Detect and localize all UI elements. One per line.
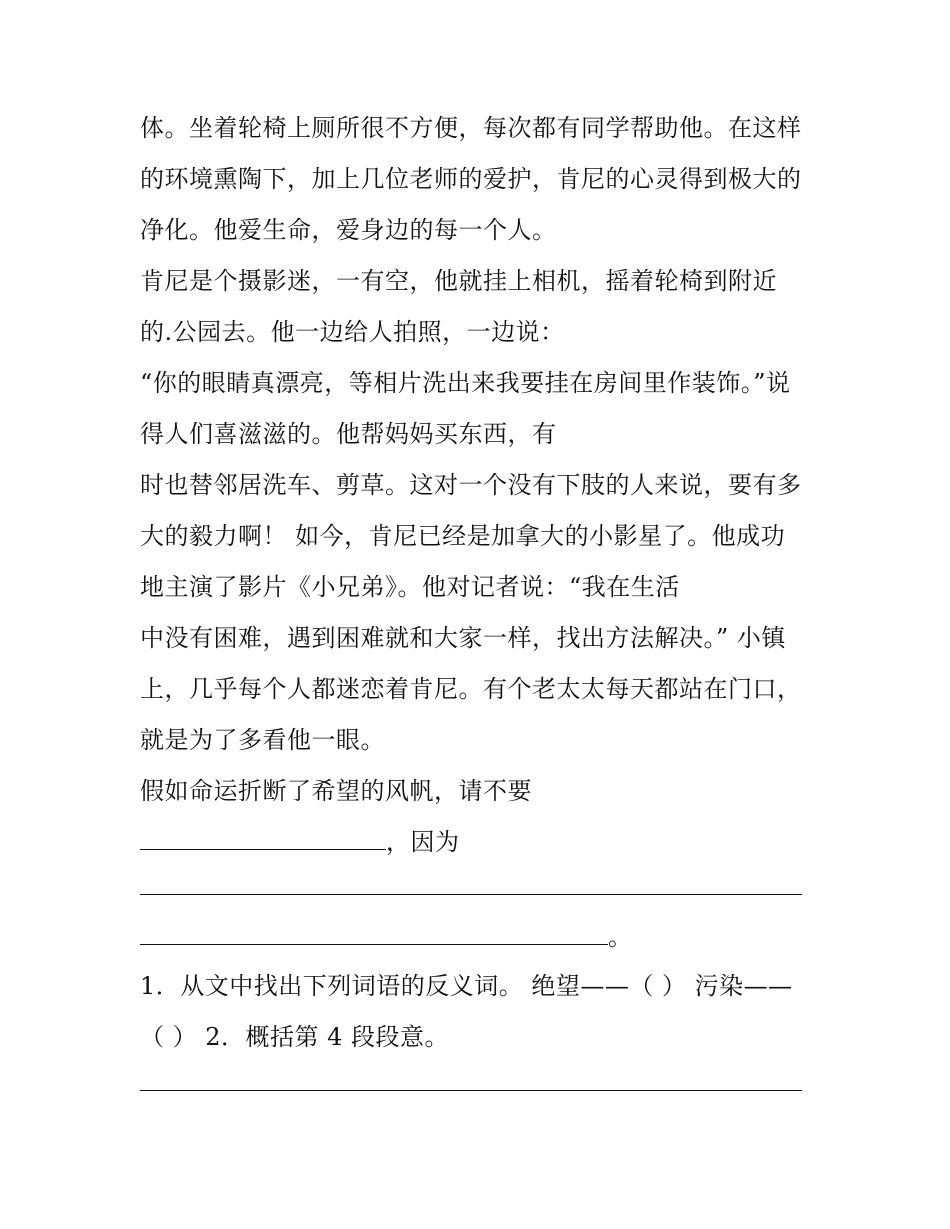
text-line-2: 的环境熏陶下，加上几位老师的爱护，肯尼的心灵得到极大的 [140, 165, 802, 193]
answer-blank-full-2[interactable] [140, 1090, 802, 1091]
text-line-11: 中没有困难，遇到困难就和大家一样，找出方法解决。” 小镇 [140, 624, 786, 652]
text-line-6: “你的眼睛真漂亮，等相片洗出来我要挂在房间里作装饰。”说 [140, 369, 791, 397]
answer-blank-full-1[interactable] [140, 894, 802, 895]
text-line-10: 地主演了影片《小兄弟》。他对记者说：“我在生活 [140, 573, 680, 601]
question-line-1: 1．从文中找出下列词语的反义词。 绝望——（ ） 污染—— [140, 972, 793, 1000]
text-line-14: 假如命运折断了希望的风帆，请不要 [140, 777, 532, 805]
text-line-5: 的.公园去。他一边给人拍照，一边说： [140, 318, 565, 346]
answer-blank-mid[interactable] [140, 922, 608, 945]
text-line-8: 时也替邻居洗车、剪草。这对一个没有下肢的人来说，要有多 [140, 471, 802, 499]
fill-end-mark: 。 [608, 923, 633, 951]
text-line-3: 净化。他爱生命，爱身边的每一个人。 [140, 216, 557, 244]
text-line-9: 大的毅力啊！ 如今，肯尼已经是加拿大的小影星了。他成功 [140, 522, 786, 550]
answer-blank-short[interactable] [140, 827, 386, 850]
fill-blank-end-line [140, 922, 820, 952]
text-line-1: 体。坐着轮椅上厕所很不方便，每次都有同学帮助他。在这样 [140, 114, 802, 142]
text-line-13: 就是为了多看他一眼。 [140, 726, 385, 754]
question-line-2: （ ） 2．概括第 4 段段意。 [140, 1023, 450, 1051]
text-line-12: 上，几乎每个人都迷恋着肯尼。有个老太太每天都站在门口， [140, 675, 802, 703]
fill-suffix: ，因为 [386, 828, 460, 856]
text-line-4: 肯尼是个摄影迷，一有空，他就挂上相机，摇着轮椅到附近 [140, 267, 777, 295]
fill-blank-line [140, 827, 820, 857]
text-line-7: 得人们喜滋滋的。他帮妈妈买东西，有 [140, 420, 557, 448]
